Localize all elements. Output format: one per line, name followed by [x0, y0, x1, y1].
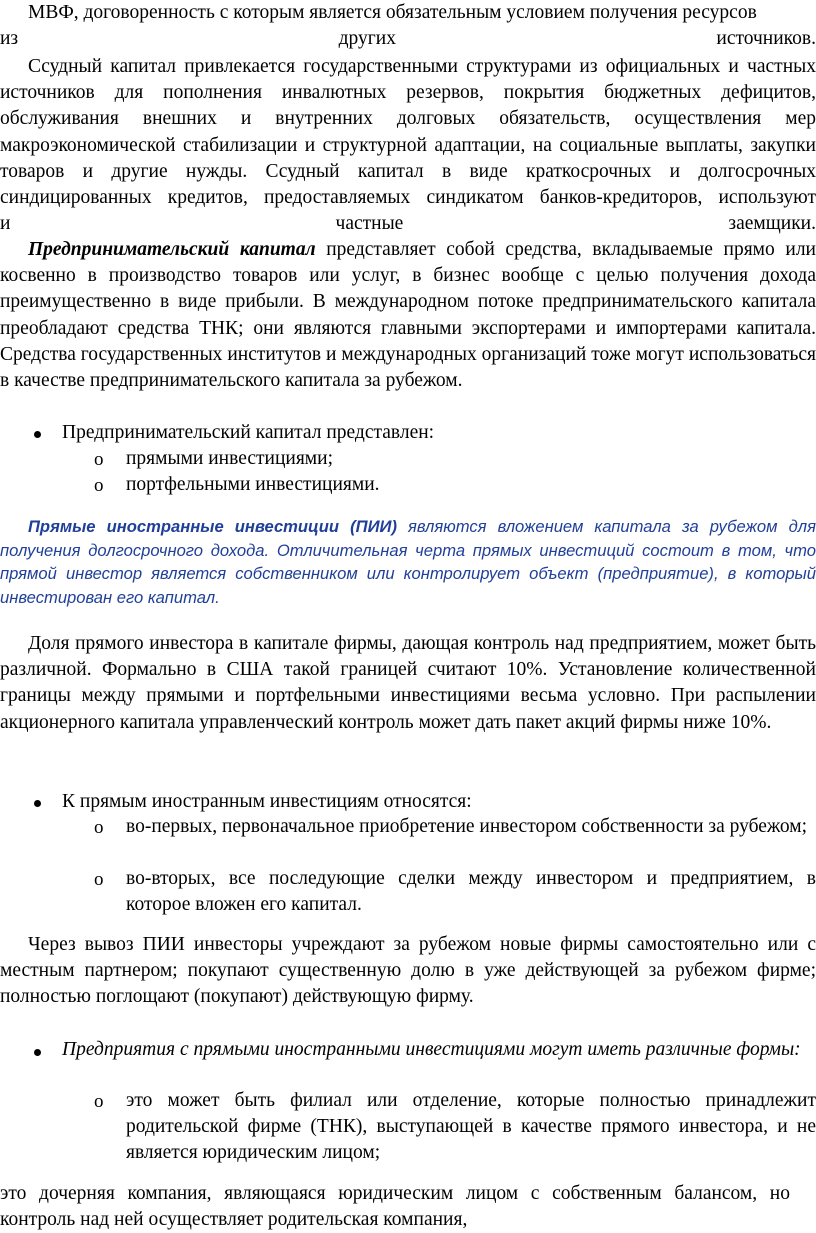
paragraph-subsidiary-text: это дочерняя компания, являющаяся юридическим лицом с собственным балансом, но контроль над ней осуществляет родительская компания,	[0, 1183, 790, 1231]
term-fdi: Прямые иностранные инвестиции (ПИИ)	[28, 517, 397, 536]
list-item: портфельными инвестициями.	[126, 474, 380, 495]
highlight-fdi-text	[0, 515, 816, 609]
paragraph-entrepreneurial-body: представляет собой средства, вкладываемые прямо или косвенно в производство товаров или услуг, в бизнес вообще с целью получения дохода преимущественно в виде прибыли. В международном потоке предпринимательского капитала преобладают средства ТНК; они являются главными экспортерами и импортерами капитала. Средства государственных институтов и международных организаций тоже могут использоваться в качестве предпринимательского капитала за рубежом.	[0, 239, 816, 392]
highlight-fdi-definition	[0, 515, 816, 609]
circle-bullet-icon: o	[94, 817, 104, 838]
circle-bullet-icon: o	[94, 869, 104, 890]
bullet-icon	[34, 431, 41, 438]
paragraph-imf	[0, 0, 816, 52]
paragraph-investor-share-text: Доля прямого инвестора в капитале фирмы, дающая контроль над предприятием, может быть различной. Формально в США такой границей считают 10%. Установление количественной границы между прямыми и портфельными инвестициями весьма условно. При распылении акционерного капитала управленческий контроль может дать пакет акций фирмы ниже 10%.	[0, 633, 816, 733]
bullet-icon	[34, 800, 41, 807]
highlight-fdi-body: являются вложением капитала за рубежом для получения долгосрочного дохода. Отличительная черта прямых инвестиций состоит в том, что прямой инвестор является собственником или контролирует объект (предприятие), в который инвестирован его капитал.	[0, 517, 816, 607]
circle-bullet-icon: o	[94, 1091, 104, 1112]
circle-bullet-icon: o	[94, 449, 104, 470]
paragraph-investor-share	[0, 631, 816, 736]
paragraph-loan-capital-last: и частные заемщики.	[0, 213, 816, 235]
paragraph-imf-line1: МВФ, договоренность с которым является обязательным условием получения ресурсов	[28, 2, 757, 23]
paragraph-fdi-export	[0, 932, 816, 1011]
paragraph-entrepreneurial-capital	[0, 237, 816, 394]
term-entrepreneurial-capital: Предпринимательский капитал	[28, 239, 316, 260]
list-head: Предпринимательский капитал представлен:	[62, 422, 435, 443]
list-head: К прямым иностранным инвестициям относятся:	[62, 791, 472, 812]
paragraph-loan-capital-body: Ссудный капитал привлекается государственными структурами из официальных и частных источников для пополнения инвалютных резервов, покрытия бюджетных дефицитов, обслуживания внешних и внутренних долговых обязательств, осуществления мер макроэкономической стабилизации и структурной адаптации, на социальные выплаты, закупки товаров и другие нужды. Ссудный капитал в виде краткосрочных и долгосрочных синдицированных кредитов, предоставляемых синдикатом банков-кредиторов, используют	[0, 56, 816, 209]
list-head: Предприятия с прямыми иностранными инвестициями могут иметь различные формы:	[62, 1039, 801, 1060]
paragraph-subsidiary	[0, 1181, 816, 1233]
paragraph-loan-capital	[0, 54, 816, 237]
circle-bullet-icon: o	[94, 475, 104, 496]
paragraph-entrepreneurial-capital-text	[0, 237, 816, 394]
list-item: прямыми инвестициями;	[126, 448, 333, 469]
paragraph-imf-line2: из других источников.	[0, 28, 816, 50]
list-item: во-вторых, все последующие сделки между инвестором и предприятием, в которое вложен его капитал.	[126, 868, 816, 916]
list-item: это может быть филиал или отделение, которые полностью принадлежит родительской фирме (ТНК), выступающей в качестве прямого инвестора, и не является юридическим лицом;	[126, 1090, 816, 1164]
list-item: во-первых, первоначальное приобретение инвестором собственности за рубежом;	[126, 816, 808, 837]
paragraph-fdi-export-text: Через вывоз ПИИ инвесторы учреждают за рубежом новые фирмы самостоятельно или с местным партнером; покупают существенную долю в уже действующей за рубежом фирме; полностью поглощают (покупают) действующую фирму.	[0, 934, 816, 1008]
bullet-icon	[34, 1049, 41, 1056]
